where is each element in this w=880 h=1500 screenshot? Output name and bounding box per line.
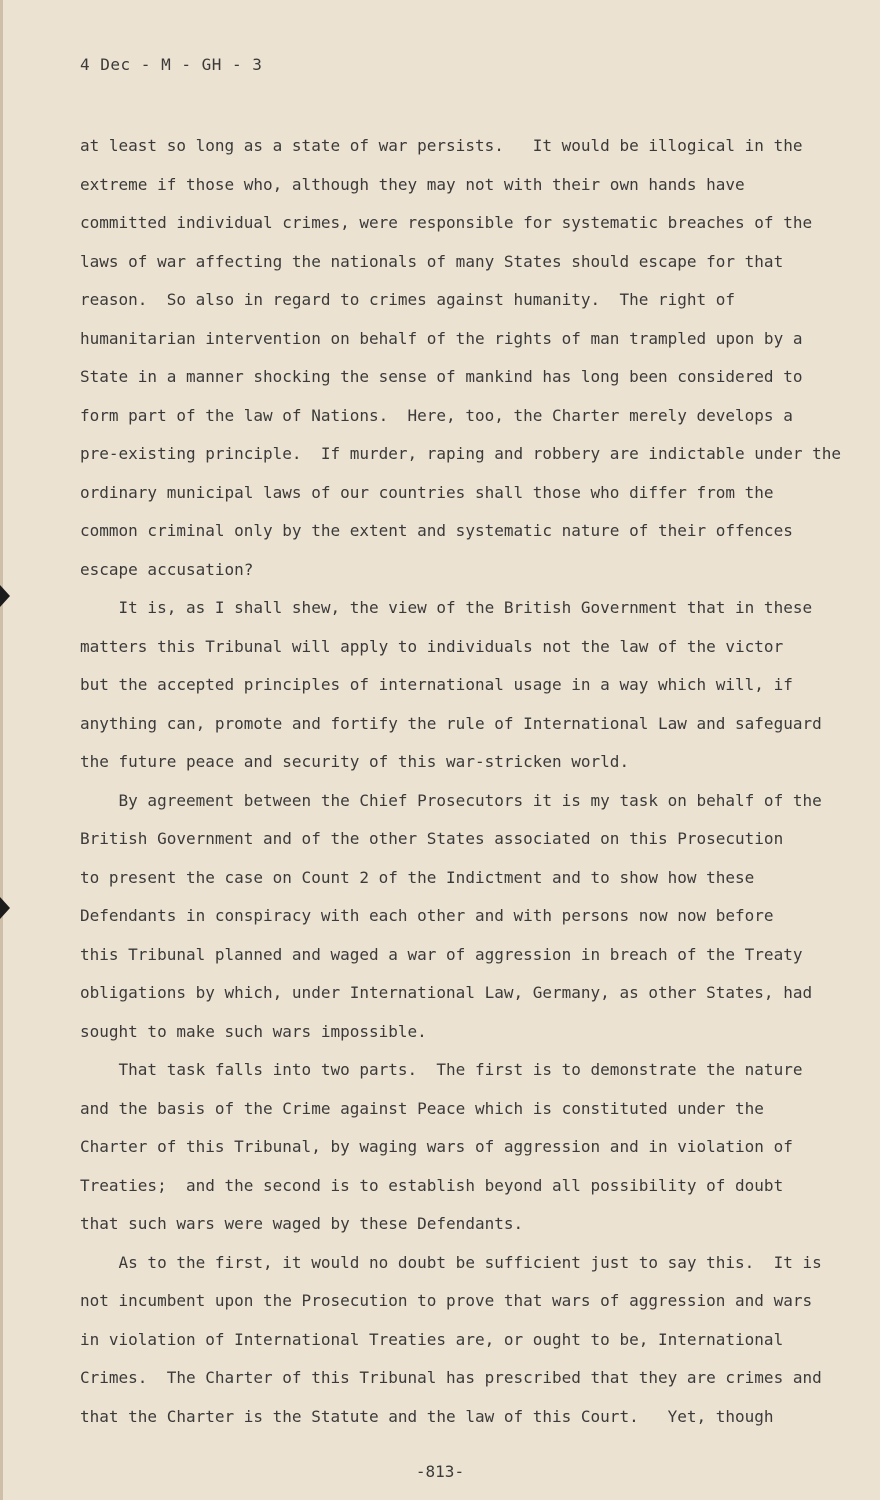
text-line: and the basis of the Crime against Peace which is constituted under the — [80, 1098, 764, 1118]
punch-hole-marker — [0, 897, 10, 919]
text-line: that such wars were waged by these Defendants. — [80, 1214, 524, 1233]
page-number: -813- — [415, 1462, 465, 1481]
text-line: That task falls into two parts. The first is to demonstrate the nature — [80, 1060, 803, 1079]
text-line: committed individual crimes, were responsible for systematic breaches of the — [80, 213, 813, 232]
text-line: that the Charter is the Statute and the law of this Court. Yet, though — [80, 1406, 774, 1426]
left-margin-rule — [0, 0, 3, 1500]
punch-hole-marker — [0, 585, 10, 607]
text-line: Defendants in conspiracy with each other and with persons now now before — [80, 906, 774, 925]
page-reference-header: 4 Dec - M - GH - 3 — [80, 55, 263, 74]
text-line: As to the first, it would no doubt be sufficient just to say this. It is — [80, 1252, 822, 1272]
text-line: matters this Tribunal will apply to individuals not the law of the victor — [80, 636, 784, 656]
text-line: not incumbent upon the Prosecution to prove that wars of aggression and wars — [80, 1291, 813, 1310]
text-line: common criminal only by the extent and systematic nature of their offences — [80, 521, 793, 540]
text-line: reason. So also in regard to crimes against humanity. The right of — [80, 290, 736, 309]
text-line: ordinary municipal laws of our countries shall those who differ from the — [80, 482, 774, 502]
text-line: pre-existing principle. If murder, raping and robbery are indictable under the — [80, 444, 841, 463]
text-line: obligations by which, under International Law, Germany, as other States, had — [80, 983, 813, 1002]
text-line: escape accusation? — [80, 559, 254, 579]
text-line: By agreement between the Chief Prosecutors it is my task on behalf of the — [80, 790, 822, 810]
text-line: British Government and of the other States associated on this Prosecution — [80, 829, 784, 848]
text-line: to present the case on Count 2 of the Indictment and to show how these — [80, 867, 755, 887]
document-body — [80, 127, 870, 1436]
text-line: form part of the law of Nations. Here, too, the Charter merely develops a — [80, 405, 793, 425]
text-line: the future peace and security of this war-stricken world. — [80, 752, 630, 771]
text-line: laws of war affecting the nationals of many States should escape for that — [80, 251, 784, 271]
text-line: at least so long as a state of war persists. It would be illogical in the — [80, 136, 803, 155]
text-line: Crimes. The Charter of this Tribunal has prescribed that they are crimes and — [80, 1368, 822, 1387]
text-line: anything can, promote and fortify the rule of International Law and safeguard — [80, 713, 822, 733]
text-line: Charter of this Tribunal, by waging wars of aggression and in violation of — [80, 1137, 793, 1156]
text-line: State in a manner shocking the sense of mankind has long been considered to — [80, 367, 803, 386]
text-line: but the accepted principles of international usage in a way which will, if — [80, 675, 793, 694]
text-line: extreme if those who, although they may not with their own hands have — [80, 174, 745, 194]
text-line: humanitarian intervention on behalf of the rights of man trampled upon by a — [80, 328, 803, 348]
text-line: sought to make such wars impossible. — [80, 1021, 427, 1041]
text-line: Treaties; and the second is to establish beyond all possibility of doubt — [80, 1175, 784, 1195]
text-line: this Tribunal planned and waged a war of aggression in breach of the Treaty — [80, 944, 803, 964]
text-line: in violation of International Treaties are, or ought to be, International — [80, 1329, 784, 1349]
text-line: It is, as I shall shew, the view of the British Government that in these — [80, 598, 813, 617]
